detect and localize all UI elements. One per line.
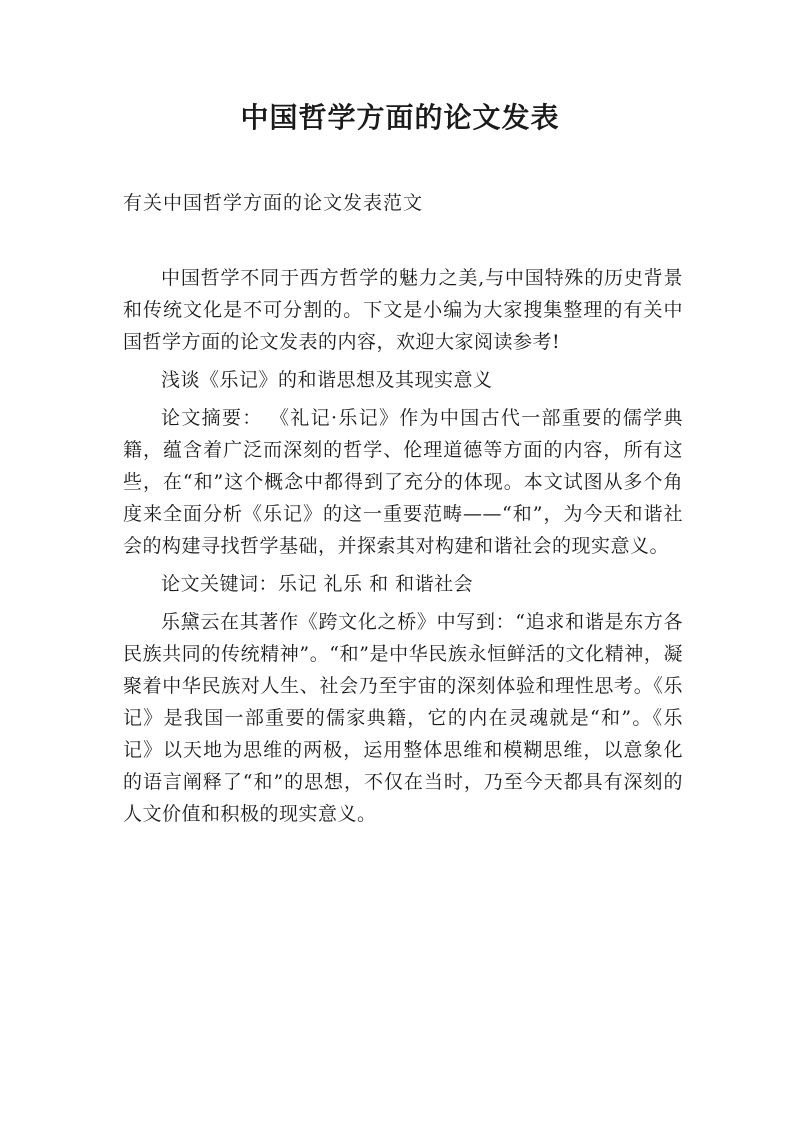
article-heading: 浅谈《乐记》的和谐思想及其现实意义 [161,369,493,391]
intro-paragraph: 中国哲学不同于西方哲学的魅力之美,与中国特殊的历史背景和传统文化是不可分割的。下文是小编为大家搜集整理的有关中国哲学方面的论文发表的内容，欢迎大家阅读参考! [123,267,683,353]
document-body [123,262,683,836]
keywords-paragraph: 论文关键词：乐记 礼乐 和 和谐社会 [161,573,474,595]
abstract-paragraph: 论文摘要： 《礼记·乐记》作为中国古代一部重要的儒学典籍，蕴含着广泛而深刻的哲学、伦理道德等方面的内容，所有这些，在“和”这个概念中都得到了充分的体现。本文试图从多个角度来全面分析《乐记》的这一重要范畴——“和”，为今天和谐社会的构建寻找哲学基础，并探索其对构建和谐社会的现实意义。 [123,407,683,557]
body-paragraph: 乐黛云在其著作《跨文化之桥》中写到：“追求和谐是东方各民族共同的传统精神”。“和”是中华民族永恒鲜活的文化精神，凝聚着中华民族对人生、社会乃至宇宙的深刻体验和理性思考。《乐记》是我国一部重要的儒家典籍，它的内在灵魂就是“和”。《乐记》以天地为思维的两极，运用整体思维和模糊思维，以意象化的语言阐释了“和”的思想，不仅在当时，乃至今天都具有深刻的人文价值和积极的现实意义。 [123,611,683,825]
document-title: 中国哲学方面的论文发表 [240,101,560,134]
document-subtitle: 有关中国哲学方面的论文发表范文 [123,192,424,214]
